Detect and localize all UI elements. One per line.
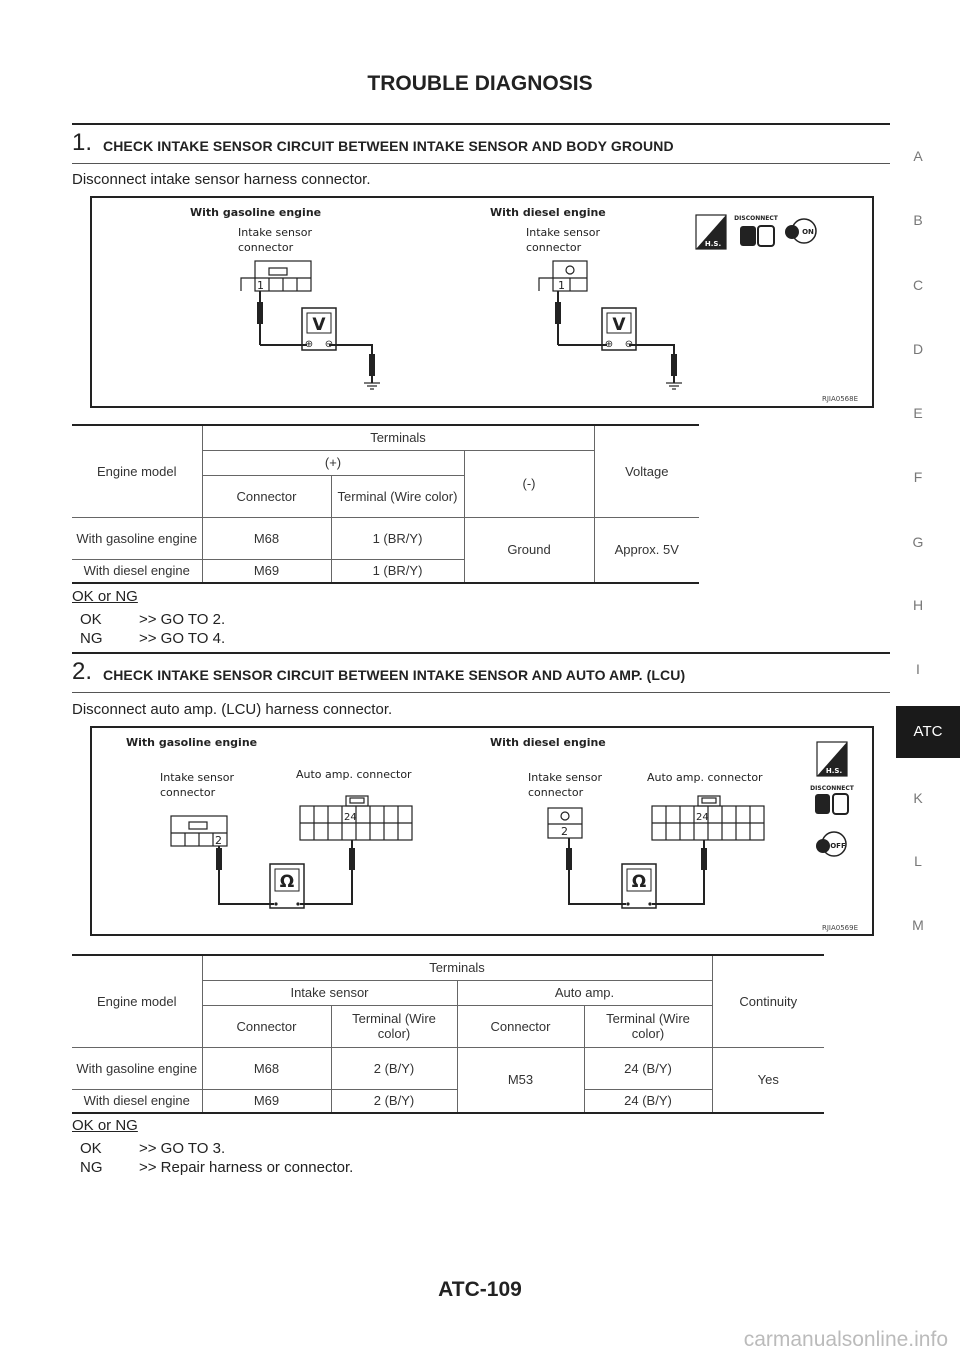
fig-terminal-number: 24 (344, 812, 357, 823)
fig-connector-label: Intake sensor (160, 771, 234, 784)
result-code: NG (80, 630, 103, 647)
fig-connector-label: Auto amp. connector (647, 771, 763, 784)
table-header: Continuity (712, 955, 824, 1047)
step-2-instruction: Disconnect auto amp. (LCU) harness connector. (72, 701, 393, 718)
voltmeter-symbol: V (312, 315, 326, 335)
key-off-icon (816, 832, 846, 856)
table-cell: 2 (B/Y) (331, 1089, 457, 1113)
step-title: CHECK INTAKE SENSOR CIRCUIT BETWEEN INTAKE SENSOR AND AUTO AMP. (LCU) (103, 667, 686, 683)
table-header: Voltage (594, 425, 699, 517)
svg-text:DISCONNECT: DISCONNECT (734, 215, 778, 222)
result-code: OK (80, 611, 102, 628)
result-code: NG (80, 1159, 103, 1176)
step-title: CHECK INTAKE SENSOR CIRCUIT BETWEEN INTAKE SENSOR AND BODY GROUND (103, 138, 674, 154)
page-number: ATC-109 (438, 1278, 522, 1301)
side-nav-active-tab[interactable]: ATC (896, 706, 960, 758)
result-link[interactable]: >> Repair harness or connector. (139, 1159, 354, 1176)
table-header: Auto amp. (457, 980, 712, 1005)
fig-connector-label: Intake sensor (526, 226, 600, 239)
ohmmeter-symbol: Ω (279, 872, 295, 892)
figure-code: RJIA0568E (821, 395, 858, 403)
ohmmeter-symbol: Ω (631, 872, 647, 892)
table-cell: With gasoline engine (72, 1047, 202, 1089)
table-cell: With diesel engine (72, 559, 202, 583)
side-nav-letter[interactable]: B (913, 212, 923, 228)
result-link[interactable]: >> GO TO 2. (139, 611, 226, 628)
table-header: Engine model (72, 955, 202, 1047)
step-1-instruction: Disconnect intake sensor harness connector. (72, 171, 371, 188)
voltmeter-symbol: V (612, 315, 626, 335)
table-cell: 24 (B/Y) (584, 1089, 712, 1113)
step-2-figure (90, 726, 874, 936)
table-cell: 2 (B/Y) (331, 1047, 457, 1089)
side-nav-letter[interactable]: L (914, 853, 922, 869)
table-cell: 1 (BR/Y) (331, 559, 464, 583)
table-header: Terminal (Wire color) (331, 1005, 457, 1047)
svg-text:⊕: ⊕ (304, 339, 314, 350)
table-cell: Approx. 5V (594, 517, 699, 583)
side-nav-letter[interactable]: K (913, 790, 923, 806)
fig-connector-label: Intake sensor (238, 226, 312, 239)
table-cell: Ground (464, 517, 594, 583)
fig-connector-label: Intake sensor (528, 771, 602, 784)
fig-connector-label: connector (238, 241, 294, 254)
disconnect-icon (734, 215, 779, 246)
step-number: 1. (72, 129, 93, 156)
side-nav-letter[interactable]: I (916, 661, 920, 677)
side-nav-letter[interactable]: H (912, 597, 924, 613)
table-cell: M53 (457, 1047, 584, 1113)
svg-text:⊖: ⊖ (324, 339, 334, 350)
side-nav-letter[interactable]: C (912, 277, 924, 293)
step-2-table (72, 954, 824, 1114)
table-cell: M68 (202, 1047, 331, 1089)
table-cell: Yes (712, 1047, 824, 1113)
step-1-figure (90, 196, 874, 408)
figure-code: RJIA0569E (821, 924, 858, 932)
step-2-heading (72, 652, 890, 693)
fig-connector-label: Auto amp. connector (296, 768, 412, 781)
side-nav-letter[interactable]: D (912, 341, 924, 357)
table-cell: With gasoline engine (72, 517, 202, 559)
svg-text:⊕: ⊕ (604, 339, 614, 350)
table-cell: M69 (202, 559, 331, 583)
fig-label-gasoline: With gasoline engine (190, 206, 322, 219)
svg-text:H.S.: H.S. (704, 240, 722, 248)
fig-label-diesel: With diesel engine (490, 736, 606, 749)
table-header: Terminal (Wire color) (331, 475, 464, 517)
ok-or-ng-heading: OK or NG (72, 1117, 138, 1134)
fig-connector-label: connector (528, 786, 584, 799)
table-cell: With diesel engine (72, 1089, 202, 1113)
table-header: Connector (202, 475, 331, 517)
fig-terminal-number: 2 (215, 834, 222, 847)
fig-terminal-number: 2 (561, 825, 568, 838)
result-code: OK (80, 1140, 102, 1157)
table-header: Connector (457, 1005, 584, 1047)
table-header: Terminal (Wire color) (584, 1005, 712, 1047)
table-header: (-) (464, 450, 594, 517)
table-header: Engine model (72, 425, 202, 517)
watermark: carmanualsonline.info (743, 1328, 948, 1351)
page-title: TROUBLE DIAGNOSIS (367, 72, 593, 95)
table-header: Connector (202, 1005, 331, 1047)
fig-label-diesel: With diesel engine (490, 206, 606, 219)
table-cell: M68 (202, 517, 331, 559)
svg-text:⊖: ⊖ (624, 339, 634, 350)
side-nav-letter[interactable]: A (913, 148, 923, 164)
ok-or-ng-heading: OK or NG (72, 588, 138, 605)
table-header: (+) (202, 450, 464, 475)
svg-text:OFF: OFF (830, 842, 846, 850)
svg-text:H.S.: H.S. (825, 767, 843, 775)
fig-connector-label: connector (526, 241, 582, 254)
step-1-table (72, 424, 699, 584)
fig-connector-label: connector (160, 786, 216, 799)
side-nav-letter[interactable]: M (912, 917, 924, 933)
disconnect-icon (810, 785, 855, 814)
fig-label-gasoline: With gasoline engine (126, 736, 258, 749)
fig-terminal-number: 1 (257, 279, 264, 292)
fig-terminal-number: 24 (696, 812, 709, 823)
table-cell: M69 (202, 1089, 331, 1113)
svg-text:DISCONNECT: DISCONNECT (810, 785, 854, 792)
table-header: Intake sensor (202, 980, 457, 1005)
step-1-heading (72, 123, 890, 164)
key-on-icon (785, 219, 816, 243)
table-cell: 24 (B/Y) (584, 1047, 712, 1089)
table-cell: 1 (BR/Y) (331, 517, 464, 559)
table-header: Terminals (202, 425, 594, 450)
fig-terminal-number: 1 (558, 279, 565, 292)
svg-text:ON: ON (802, 228, 814, 236)
side-nav-letter[interactable]: G (912, 534, 924, 550)
hs-icon (817, 742, 847, 776)
step-number: 2. (72, 658, 93, 685)
side-nav-letter[interactable]: F (913, 469, 923, 485)
side-nav-letter[interactable]: E (913, 405, 923, 421)
hs-icon (696, 215, 726, 249)
result-link[interactable]: >> GO TO 3. (139, 1140, 226, 1157)
result-link[interactable]: >> GO TO 4. (139, 630, 226, 647)
table-header: Terminals (202, 955, 712, 980)
